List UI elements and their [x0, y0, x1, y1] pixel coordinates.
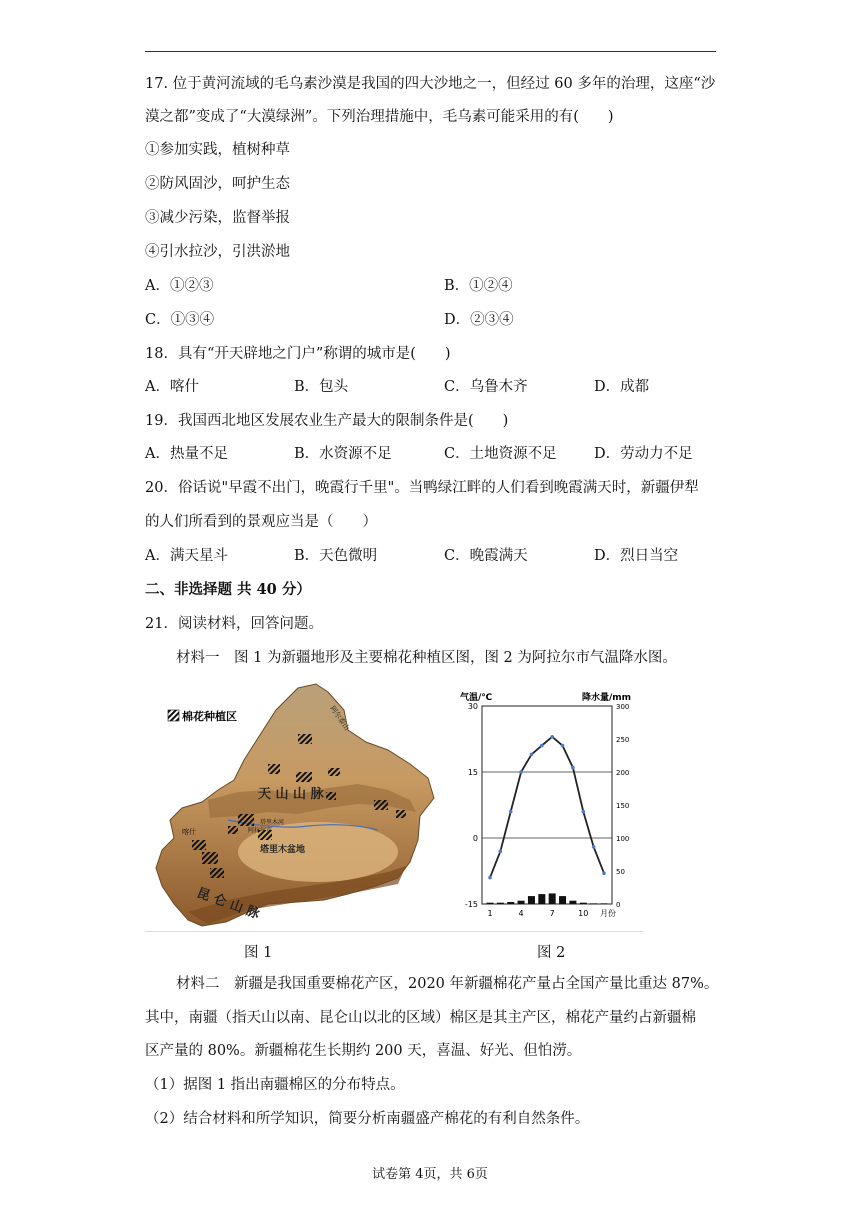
q21-stem: 21．阅读材料，回答问题。 [145, 616, 323, 632]
q18-option-a[interactable]: A．喀什 [145, 379, 199, 395]
q19-option-d[interactable]: D．劳动力不足 [594, 446, 693, 462]
chart-right-ticks [616, 703, 629, 909]
temperature-point [561, 744, 565, 748]
y-right-tick-label: 150 [616, 802, 630, 810]
y-right-tick-label: 0 [616, 901, 621, 909]
precipitation-bar [507, 902, 514, 904]
chart-ylabel-right: 降水量/mm [582, 693, 632, 703]
precipitation-bar [538, 894, 545, 904]
x-axis-label: 月份 [600, 909, 616, 918]
map-label-altai: 阿尔泰山 [328, 704, 351, 733]
precipitation-bar [518, 901, 525, 904]
q21-sub1: （1）据图 1 指出南疆棉区的分布特点。 [145, 1077, 405, 1093]
figure-divider [145, 931, 643, 932]
y-left-tick-label: -15 [464, 900, 478, 909]
precipitation-bar [569, 901, 576, 904]
material-two-line3: 区产量的 80%。新疆棉花生长期约 200 天，喜温、好光、但怕涝。 [145, 1043, 582, 1059]
q18-option-c[interactable]: C．乌鲁木齐 [444, 379, 528, 395]
y-right-tick-label: 200 [616, 769, 630, 777]
q20-option-d[interactable]: D．烈日当空 [594, 548, 679, 564]
chart-left-ticks [465, 702, 478, 909]
x-tick-label: 4 [518, 909, 524, 918]
header-rule [145, 51, 716, 52]
q21-sub2: （2）结合材料和所学知识，简要分析南疆盛产棉花的有利自然条件。 [145, 1111, 590, 1127]
q20-option-b[interactable]: B．天色微明 [294, 548, 378, 564]
q19-option-c[interactable]: C．土地资源不足 [444, 446, 557, 462]
map-label-kashgar: 喀什 [182, 828, 196, 836]
y-right-tick-label: 300 [616, 703, 630, 711]
y-right-tick-label: 50 [616, 868, 625, 876]
x-tick-label: 10 [578, 909, 589, 918]
map-label-tianshan: 天 山 山 脉 [258, 787, 324, 802]
y-right-tick-label: 250 [616, 736, 630, 744]
precipitation-bar [559, 896, 566, 904]
q18-stem: 18．具有“开天辟地之门户”称谓的城市是( ) [145, 346, 451, 362]
precipitation-bar [487, 903, 494, 904]
q20-stem-line1: 20．俗话说"早霞不出门，晚霞行千里"。当鸭绿江畔的人们看到晚霞满天时，新疆伊犁 [145, 480, 699, 496]
temperature-point [550, 735, 554, 739]
map-label-river: 塔里木河 [260, 819, 285, 826]
aral-climate-chart [450, 690, 640, 930]
temperature-point [602, 871, 606, 875]
x-tick-label: 1 [487, 909, 493, 918]
page-footer: 试卷第 4页，共 6页 [372, 1167, 488, 1182]
temperature-point [581, 810, 585, 814]
q19-option-b[interactable]: B．水资源不足 [294, 446, 392, 462]
q17-option-c[interactable]: C．①③④ [145, 312, 215, 328]
temperature-point [499, 849, 503, 853]
temperature-point [530, 753, 534, 757]
precipitation-bar [549, 893, 556, 904]
q17-stem-line1: 17. 位于黄河流域的毛乌素沙漠是我国的四大沙地之一，但经过 60 多年的治理，这座“沙 [145, 76, 716, 92]
section-heading: 二、非选择题 共 40 分） [145, 581, 311, 598]
xinjiang-terrain-map [148, 680, 440, 930]
y-right-tick-label: 100 [616, 835, 630, 843]
q20-stem-line2: 的人们所看到的景观应当是（ ） [145, 514, 377, 530]
precipitation-bars [487, 893, 608, 904]
q20-option-c[interactable]: C．晚霞满天 [444, 548, 528, 564]
map-label-tarim: 塔里木盆地 [260, 845, 306, 855]
precipitation-bar [528, 896, 535, 904]
precipitation-bar [497, 903, 504, 904]
material-one: 材料一 图 1 为新疆地形及主要棉花种植区图，图 2 为阿拉尔市气温降水图。 [176, 650, 677, 666]
legend-label: 棉花种植区 [182, 710, 237, 723]
precipitation-bar [590, 903, 597, 904]
temperature-line [490, 737, 604, 878]
temperature-point [509, 810, 513, 814]
y-left-tick-label: 15 [467, 768, 478, 777]
q17-item-1: ①参加实践，植树种草 [145, 142, 290, 158]
chart-grid [482, 772, 612, 838]
material-two-line1: 材料二 新疆是我国重要棉花产区，2020 年新疆棉花产量占全国产量比重达 87%。 [176, 976, 719, 992]
q19-stem: 19．我国西北地区发展农业生产最大的限制条件是( ) [145, 413, 509, 429]
y-left-tick-label: 30 [467, 702, 478, 711]
q17-item-2: ②防风固沙，呵护生态 [145, 176, 290, 192]
precipitation-bar [580, 903, 587, 904]
y-left-tick-label: 0 [472, 834, 478, 843]
q17-option-d[interactable]: D．②③④ [444, 312, 514, 328]
temperature-point [519, 770, 523, 774]
chart-frame [482, 706, 612, 904]
q18-option-b[interactable]: B．包头 [294, 379, 349, 395]
chart-ylabel-left: 气温/℃ [460, 693, 493, 703]
temperature-points [488, 735, 606, 879]
q17-option-b[interactable]: B．①②④ [444, 278, 513, 294]
temperature-point [488, 876, 492, 880]
chart-x-ticks [487, 908, 616, 918]
map-label-kunlun: 昆 仑 山 脉 [194, 885, 262, 923]
q17-stem-line2: 漠之都”变成了“大漠绿洲”。下列治理措施中，毛乌素可能采用的有( ) [145, 109, 614, 125]
q17-option-a[interactable]: A．①②③ [145, 278, 214, 294]
fig1-caption: 图 1 [244, 945, 273, 961]
fig2-caption: 图 2 [537, 945, 566, 961]
x-tick-label: 7 [549, 909, 555, 918]
q18-option-d[interactable]: D．成都 [594, 379, 650, 395]
map-label-aral: 阿拉尔市 [248, 827, 273, 834]
material-two-line2: 其中，南疆（指天山以南、昆仑山以北的区域）棉区是其主产区，棉花产量约占新疆棉 [145, 1010, 696, 1026]
q17-item-3: ③减少污染，监督举报 [145, 210, 290, 226]
q20-option-a[interactable]: A．满天星斗 [145, 548, 228, 564]
temperature-point [540, 744, 544, 748]
q19-option-a[interactable]: A．热量不足 [145, 446, 228, 462]
temperature-point [571, 766, 575, 770]
q17-item-4: ④引水拉沙，引洪淤地 [145, 244, 290, 260]
precipitation-bar [601, 903, 608, 904]
temperature-point [592, 845, 596, 849]
legend-swatch [168, 710, 179, 721]
